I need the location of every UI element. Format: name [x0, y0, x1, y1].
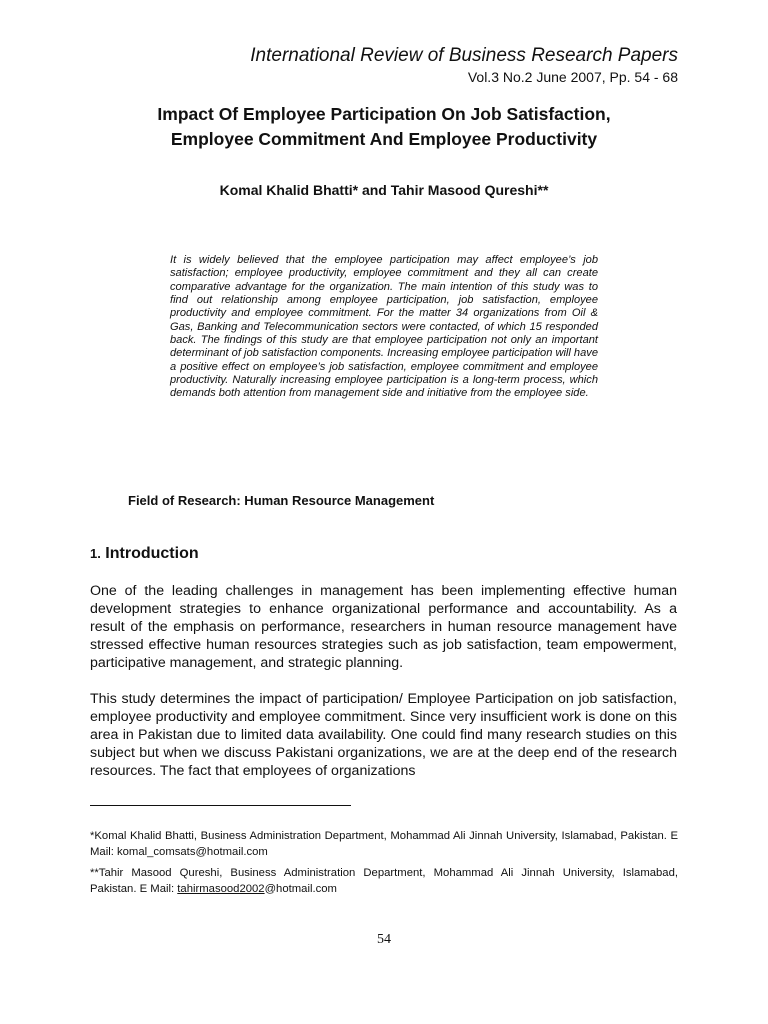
title-line-2: Employee Commitment And Employee Productivity	[170, 129, 598, 149]
body-paragraph-2: This study determines the impact of participation/ Employee Participation on job satisfaction, employee productivity and employee commitment. Since very insufficient work is done on this area in Pakistan due to limited data availability. One could find many research studies on this subject but when we discuss Pakistani organizations, we are at the deep end of the research resources. The fact that employees of organizations	[90, 691, 677, 780]
section-heading-introduction	[90, 545, 199, 563]
footnote-separator	[90, 805, 351, 806]
body-paragraph-1: One of the leading challenges in management has been implementing effective human development strategies to enhance organizational performance and accountability. As a result of the emphasis on performance, researchers in human resource management have stressed effective human resources strategies such as job satisfaction, team empowerment, participative management, and strategic planning.	[90, 583, 677, 672]
title-line-1: Impact Of Employee Participation On Job Satisfaction,	[157, 104, 611, 124]
journal-name: International Review of Business Research Papers	[250, 45, 678, 66]
page-number: 54	[377, 932, 391, 947]
abstract: It is widely believed that the employee participation may affect employee’s job satisfaction; employee productivity, employee commitment and they all can create comparative advantage for the organization. The main intention of this study was to find out relationship among employee participation, job satisfaction, employee productivity and employee commitment. For the matter 34 organizations from Oil & Gas, Banking and Telecommunication sectors were contacted, of which 15 responded back. The findings of this study are that employee participation not only an important determinant of job satisfaction components. Increasing employee participation will have a positive effect on employee’s job satisfaction, employee commitment and employee productivity. Naturally increasing employee participation is a long-term process, which demands both attention from management side and initiative from the employee side.	[170, 254, 598, 400]
field-of-research: Field of Research: Human Resource Management	[128, 493, 435, 508]
footnote-author-2	[90, 866, 678, 897]
author-line: Komal Khalid Bhatti* and Tahir Masood Qureshi**	[219, 182, 549, 198]
volume-info: Vol.3 No.2 June 2007, Pp. 54 - 68	[467, 69, 678, 85]
footnote-author-2-text: **Tahir Masood Qureshi, Business Administration Department, Mohammad Ali Jinnah University, Islamabad, Pakistan. E Mail:	[90, 867, 678, 895]
email-link[interactable]: tahirmasood2002	[177, 882, 265, 895]
section-number: 1.	[90, 546, 101, 561]
paper-title	[0, 102, 768, 152]
footnote-author-1: *Komal Khalid Bhatti, Business Administration Department, Mohammad Ali Jinnah University, Islamabad, Pakistan. E Mail: komal_comsats@hotmail.com	[90, 830, 678, 858]
section-title: Introduction	[105, 545, 199, 562]
email-domain: @hotmail.com	[264, 882, 337, 895]
